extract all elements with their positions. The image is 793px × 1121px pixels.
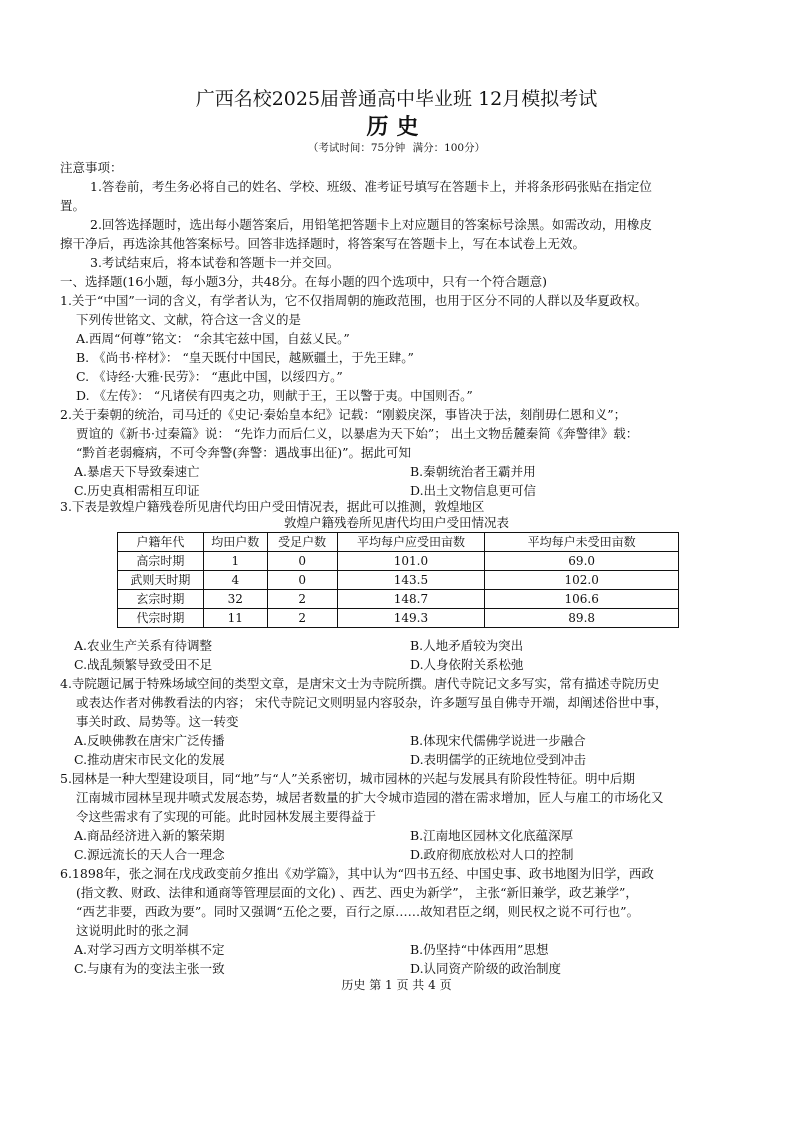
- question-stem: 3.下表是敦煌户籍残卷所见唐代均田户受田情况表，据此可以推测，敦煌地区: [60, 499, 485, 514]
- notice-line: 置。: [60, 198, 86, 213]
- option-a: A.对学习西方文明举棋不定: [74, 942, 225, 957]
- table-cell: 0: [267, 571, 337, 590]
- question-stem: 或表达作者对佛教看法的内容； 宋代寺院记文则明显内容驳杂，许多题写虽自佛寺开端，却阐述俗世中事，: [76, 695, 668, 710]
- option-d: D.人身依附关系松弛: [410, 657, 524, 672]
- table-row: [118, 571, 679, 590]
- question-stem: 事关时政、局势等。这一转变: [76, 714, 239, 729]
- table-row: [118, 609, 679, 628]
- table-header-cell: 平均每户应受田亩数: [337, 533, 485, 552]
- option-d: D. 《左传》： “凡诸侯有四夷之功，则献于王，王以警于夷。中国则否。”: [76, 388, 473, 403]
- table-header-cell: 户籍年代: [118, 533, 204, 552]
- question-stem: “黔首老弱癃病，不可令奔警(奔警：遇战事出征)”。据此可知: [76, 445, 412, 460]
- land-table: [117, 532, 679, 628]
- option-d: D.认同资产阶级的政治制度: [410, 961, 562, 976]
- table-header-cell: 平均每户未受田亩数: [485, 533, 679, 552]
- table-caption: 敦煌户籍残卷所见唐代均田户受田情况表: [283, 515, 509, 530]
- option-a: A.农业生产关系有待调整: [74, 638, 213, 653]
- option-c: C.战乱频繁导致受田不足: [74, 657, 213, 672]
- table-cell: 148.7: [337, 590, 485, 609]
- table-cell: 玄宗时期: [118, 590, 204, 609]
- option-c: C.推动唐宋市民文化的发展: [74, 752, 225, 767]
- question-stem: 下列传世铭文、文献，符合这一含义的是: [76, 312, 302, 327]
- option-d: D.表明儒学的正统地位受到冲击: [410, 752, 587, 767]
- table-cell: 4: [203, 571, 267, 590]
- table-cell: 69.0: [485, 552, 679, 571]
- question-stem: 令这些需求有了实现的可能。此时园林发展主要得益于: [76, 809, 377, 824]
- question-stem: 1.关于“中国”一词的含义，有学者认为，它不仅指周朝的施政范围，也用于区分不同的人群以及华夏政权。: [60, 293, 648, 308]
- option-a: A.反映佛教在唐宋广泛传播: [74, 733, 225, 748]
- table-cell: 2: [267, 590, 337, 609]
- notice-line: 1.答卷前，考生务必将自己的姓名、学校、班级、准考证号填写在答题卡上，并将条形码张贴在指定位: [90, 179, 652, 194]
- table-cell: 32: [203, 590, 267, 609]
- question-stem: 这说明此时的张之洞: [76, 923, 189, 938]
- option-d: D.出土文物信息更可信: [410, 483, 537, 498]
- option-c: C. 《诗经·大雅·民劳》： “惠此中国，以绥四方。”: [76, 369, 343, 384]
- table-cell: 106.6: [485, 590, 679, 609]
- table-cell: 1: [203, 552, 267, 571]
- table-row: [118, 552, 679, 571]
- table-cell: 102.0: [485, 571, 679, 590]
- table-header-cell: 均田户数: [203, 533, 267, 552]
- subject-title: 历史: [366, 114, 427, 140]
- table-cell: 0: [267, 552, 337, 571]
- option-b: B.秦朝统治者王霸并用: [410, 464, 536, 479]
- table-cell: 代宗时期: [118, 609, 204, 628]
- table-cell: 武则天时期: [118, 571, 204, 590]
- option-d: D.政府彻底放松对人口的控制: [410, 847, 574, 862]
- option-c: C.源远流长的天人合一理念: [74, 847, 225, 862]
- option-b: B.人地矛盾较为突出: [410, 638, 524, 653]
- question-stem: 5.园林是一种大型建设项目，同“地”与“人”关系密切，城市园林的兴起与发展具有阶段性特征。明中后期: [60, 771, 635, 786]
- question-stem: 2.关于秦朝的统治，司马迁的《史记·秦始皇本纪》记载：“刚毅戾深，事皆决于法，刻削毋仁恩和义”；: [60, 407, 627, 422]
- table-cell: 149.3: [337, 609, 485, 628]
- option-b: B.仍坚持“中体西用”思想: [410, 942, 549, 957]
- question-stem: (指文教、财政、法律和通商等管理层面的文化) 、西艺、西史为新学”， 主张“新旧兼学，政艺兼学”，: [76, 885, 638, 900]
- option-b: B. 《尚书·梓材》： “皇天既付中国民，越厥疆土，于先王肆。”: [76, 350, 414, 365]
- notice-line: 擦干净后，再选涂其他答案标号。回答非选择题时，将答案写在答题卡上，写在本试卷上无效。: [60, 236, 586, 251]
- table-header-cell: 受足户数: [267, 533, 337, 552]
- question-stem: 江南城市园林呈现井喷式发展态势，城居者数量的扩大令城市造园的潜在需求增加，匠人与雇工的市场化又: [76, 790, 664, 805]
- notice-line: 2.回答选择题时，选出每小题答案后，用铅笔把答题卡上对应题目的答案标号涂黑。如需改动，用橡皮: [90, 217, 652, 232]
- option-c: C.历史真相需相互印证: [74, 483, 200, 498]
- table-cell: 11: [203, 609, 267, 628]
- exam-title: 广西名校2025届普通高中毕业班 12月模拟考试: [195, 88, 598, 110]
- option-b: B.体现宋代儒佛学说进一步融合: [410, 733, 586, 748]
- option-c: C.与康有为的变法主张一致: [74, 961, 225, 976]
- option-a: A.商品经济进入新的繁荣期: [74, 828, 225, 843]
- table-cell: 89.8: [485, 609, 679, 628]
- table-cell: 101.0: [337, 552, 485, 571]
- table-header-row: [118, 533, 679, 552]
- question-stem: 贾谊的《新书·过秦篇》说： “先诈力而后仁义，以暴虐为天下始”； 出土文物岳麓秦简《奔警律》载：: [76, 426, 639, 441]
- time-info: （考试时间：75分钟 满分：100分）: [307, 142, 486, 154]
- question-stem: 6.1898年，张之洞在戊戌政变前夕推出《劝学篇》，其中认为“四书五经、中国史事、政书地图为旧学，西政: [60, 866, 654, 881]
- table-cell: 高宗时期: [118, 552, 204, 571]
- question-stem: 4.寺院题记属于特殊场域空间的类型文章，是唐宋文士为寺院所撰。唐代寺院记文多写实，常有描述寺院历史: [60, 676, 660, 691]
- option-a: A.西周“何尊”铭文： “余其宅兹中国，自兹乂民。”: [76, 331, 350, 346]
- option-a: A.暴虐天下导致秦速亡: [74, 464, 200, 479]
- page-footer: 历史 第 1 页 共 4 页: [341, 978, 452, 992]
- option-b: B.江南地区园林文化底蕴深厚: [410, 828, 574, 843]
- section-heading: 一、选择题(16小题，每小题3分，共48分。在每小题的四个选项中，只有一个符合题意): [60, 274, 548, 289]
- table-row: [118, 590, 679, 609]
- question-stem: “西艺非要，西政为要”。同时又强调“五伦之要，百行之原……故知君臣之纲，则民权之说不可行也”。: [76, 904, 640, 919]
- notice-heading: 注意事项：: [60, 160, 123, 175]
- table-cell: 2: [267, 609, 337, 628]
- notice-line: 3.考试结束后，将本试卷和答题卡一并交回。: [90, 255, 340, 270]
- table-cell: 143.5: [337, 571, 485, 590]
